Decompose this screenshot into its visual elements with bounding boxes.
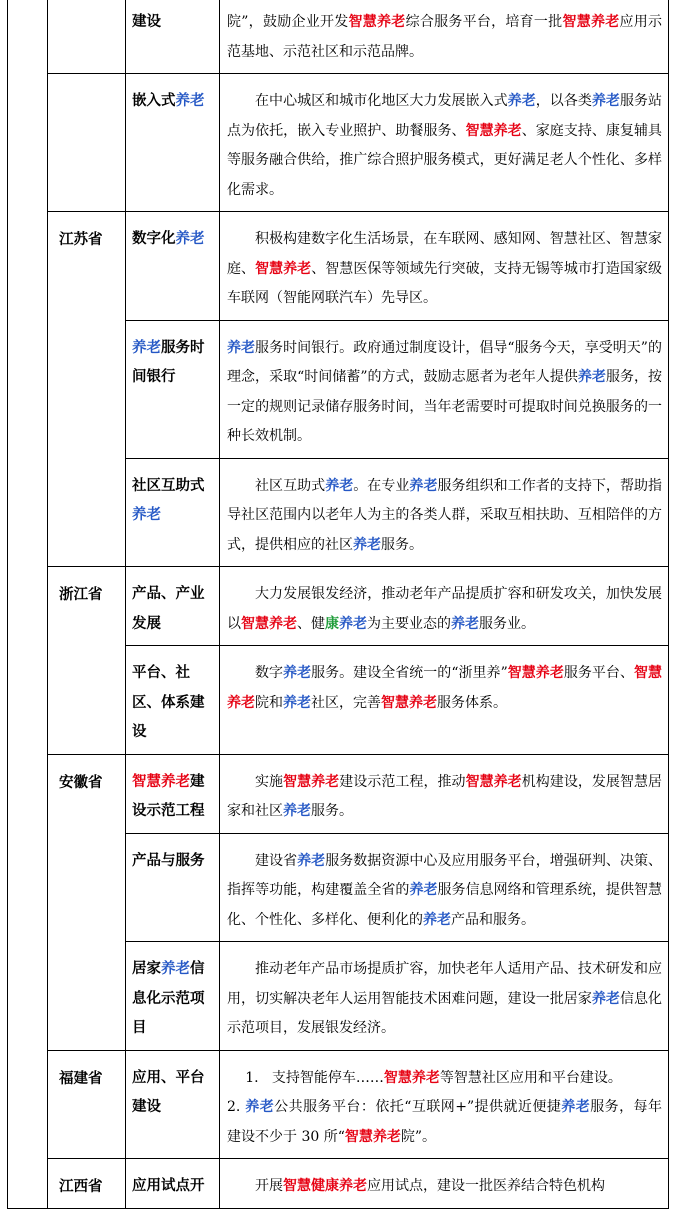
text-run: 应用试点开 (132, 1178, 205, 1194)
description-paragraph (227, 659, 662, 718)
description-text (220, 212, 668, 320)
province-name: 江西省 (59, 1179, 103, 1195)
text-run: 服务体系。 (437, 694, 507, 711)
highlight-blue-text: 养老 (591, 990, 620, 1007)
text-run: 服务时间银行。政府通过制度设计，倡导“服务今天，享受明天”的理念，采取“时间储蓄”的方式，鼓励志愿者为老年人提供 (227, 339, 662, 385)
table-row (8, 1159, 669, 1209)
description-cell (220, 212, 669, 321)
text-run: 、智慧医保等领域先行突破，支持无锡等城市打造国家级车联网（智能网联汽车）先导区。 (227, 260, 663, 306)
highlight-blue-text: 养老 (325, 477, 354, 494)
table-row (8, 1050, 669, 1159)
province-name: 江苏省 (59, 232, 103, 248)
highlight-blue-text: 养老 (339, 615, 367, 632)
feature-cell (126, 942, 220, 1051)
description-text (220, 321, 668, 458)
text-run: 产品、产业发展 (132, 586, 205, 632)
highlight-red-text: 智慧养老 (283, 773, 340, 790)
feature-cell (126, 1159, 220, 1209)
highlight-blue-text: 养老 (175, 231, 205, 247)
text-run: 建设 (132, 14, 161, 30)
feature-title (126, 0, 219, 44)
text-run: 信息化示范项目 (132, 961, 205, 1036)
highlight-red-text: 智慧养老 (381, 694, 437, 711)
text-run: 1. 支持智能停车…… (245, 1069, 384, 1086)
feature-title (126, 834, 219, 883)
highlight-blue-text: 养老 (507, 93, 536, 109)
text-run: 积极构建数字化生活场景，在车联网、感知网、智慧社区、智慧家庭、 (227, 231, 662, 277)
text-run: 大力发展银发经济，推动老年产品提质扩容和研发攻关，加快发展以 (227, 586, 662, 632)
feature-title (126, 212, 219, 261)
highlight-red-text: 智慧养老 (562, 14, 620, 30)
text-run: 服务数据资源中心及应用服务平台，增强研判、决策、指挥等功能，构建覆盖全省的 (227, 852, 663, 898)
text-run: 服务。 (311, 803, 353, 819)
text-run: 社区互助式 (255, 477, 326, 494)
highlight-blue-text: 养老 (409, 477, 438, 494)
highlight-blue-text: 养老 (297, 852, 326, 869)
highlight-blue-text: 养老 (245, 1099, 275, 1115)
highlight-blue-text: 养老 (423, 911, 451, 928)
description-paragraph (227, 1093, 662, 1152)
feature-title (126, 321, 219, 399)
highlight-blue-text: 养老 (591, 93, 620, 109)
description-text (220, 0, 668, 73)
feature-cell (126, 74, 220, 212)
highlight-green-text: 康 (325, 615, 339, 632)
text-run: 建设示范工程 (132, 773, 205, 819)
feature-title (126, 459, 219, 537)
text-run: 产品和服务。 (451, 911, 535, 928)
text-run: 服务。 (381, 536, 423, 553)
text-run: 服务平台、 (563, 665, 634, 681)
text-run: 服务，按一定的规则记录储存服务时间，当年老需要时可提取时间兑换服务的一种长效机制。 (227, 369, 663, 444)
highlight-red-text: 智慧养老 (227, 665, 663, 711)
province-name: 福建省 (59, 1070, 103, 1087)
text-run: 公共服务平台：依托“互联网+”提供就近便捷 (274, 1099, 562, 1115)
highlight-blue-text: 养老 (283, 803, 311, 819)
description-text (220, 834, 668, 942)
text-run: 为主要业态的 (367, 615, 451, 632)
feature-title (126, 74, 219, 123)
table-row (8, 212, 669, 321)
text-run: 产品与服务 (132, 852, 205, 869)
feature-title (126, 1159, 219, 1208)
highlight-blue-text: 养老 (132, 339, 161, 356)
description-paragraph (227, 1172, 662, 1202)
description-text (220, 459, 668, 567)
text-run: 应用示范基地、示范社区和示范品牌。 (227, 14, 663, 60)
text-run: 、健 (297, 615, 325, 632)
left-margin-cell (8, 0, 48, 1208)
table-row (8, 0, 669, 74)
highlight-red-text: 智慧健康养老 (283, 1178, 367, 1194)
text-run: 居家 (132, 961, 161, 977)
description-paragraph (227, 225, 662, 314)
description-paragraph (227, 580, 662, 639)
description-paragraph (227, 955, 662, 1044)
text-run: 服务。建设全省统一的“浙里养” (311, 665, 508, 681)
feature-title (126, 646, 219, 754)
text-run: 应用试点，建设一批医养结合特色机构 (367, 1178, 605, 1194)
text-run: 应用、平台建设 (132, 1069, 205, 1115)
text-run: ，以各类 (535, 93, 592, 109)
province-cell (48, 1159, 126, 1209)
highlight-blue-text: 养老 (161, 961, 190, 977)
highlight-red-text: 智慧养老 (132, 773, 190, 790)
text-run: 服务时间银行 (132, 339, 205, 385)
province-cell (48, 567, 126, 755)
text-run: 社区互助式 (132, 477, 205, 494)
feature-cell (126, 1050, 220, 1159)
feature-cell (126, 833, 220, 942)
text-run: 平台、社区、体系建设 (132, 665, 205, 740)
highlight-red-text: 智慧养老 (383, 1069, 440, 1086)
description-cell (220, 754, 669, 833)
text-run: 综合服务平台，培育一批 (405, 14, 563, 30)
province-cell (48, 754, 126, 1050)
feature-cell (126, 567, 220, 646)
description-text (220, 74, 668, 211)
province-cell (48, 74, 126, 212)
feature-title (126, 567, 219, 645)
policy-table (7, 0, 669, 1209)
description-cell (220, 320, 669, 458)
highlight-red-text: 智慧养老 (348, 14, 406, 30)
highlight-blue-text: 养老 (577, 369, 606, 385)
description-text (220, 1051, 668, 1159)
text-run: 等智慧社区应用和平台建设。 (439, 1069, 622, 1086)
text-run: 服务业。 (479, 615, 535, 632)
highlight-red-text: 智慧养老 (344, 1128, 401, 1145)
description-cell (220, 1050, 669, 1159)
highlight-blue-text: 养老 (283, 694, 311, 711)
description-cell (220, 0, 669, 74)
text-run: 开展 (255, 1178, 283, 1194)
text-run: 2. (227, 1099, 246, 1115)
description-cell (220, 646, 669, 755)
highlight-blue-text: 养老 (353, 536, 381, 553)
highlight-blue-text: 养老 (175, 93, 205, 109)
policy-table-body (8, 0, 669, 1208)
text-run: 院”，鼓励企业开发 (227, 14, 349, 30)
highlight-red-text: 智慧养老 (255, 260, 312, 277)
text-run: 在中心城区和城市化地区大力发展嵌入式 (255, 93, 508, 109)
feature-cell (126, 646, 220, 755)
province-cell (48, 1050, 126, 1159)
text-run: 建设省 (255, 852, 298, 869)
description-text (220, 942, 668, 1050)
highlight-blue-text: 养老 (283, 665, 312, 681)
feature-cell (126, 754, 220, 833)
text-run: 嵌入式 (132, 93, 176, 109)
feature-cell (126, 458, 220, 567)
text-run: 社区，完善 (311, 694, 381, 711)
text-run: 服务组织和工作者的支持下，帮助指导社区范围内以老年人为主的各类人群，采取互相扶助、互相陪伴的方式，提供相应的社区 (227, 477, 663, 553)
text-run: 实施 (255, 773, 284, 790)
feature-title (126, 1051, 219, 1129)
description-text (220, 1159, 668, 1208)
description-text (220, 755, 668, 833)
province-cell (48, 212, 126, 567)
feature-cell (126, 0, 220, 74)
description-paragraph (227, 8, 662, 67)
description-cell (220, 1159, 669, 1209)
highlight-red-text: 智慧养老 (465, 122, 522, 139)
feature-title (126, 755, 219, 833)
highlight-blue-text: 养老 (451, 615, 479, 632)
description-paragraph (227, 87, 662, 205)
text-run: 建设示范工程，推动 (339, 773, 466, 790)
highlight-red-text: 智慧养老 (241, 615, 297, 632)
description-paragraph (227, 847, 662, 936)
province-name: 浙江省 (59, 587, 103, 603)
text-run: 机构建设，发展智慧居家和社区 (227, 773, 663, 819)
province-cell (48, 0, 126, 74)
description-text (220, 567, 668, 645)
province-name: 安徽省 (59, 774, 103, 791)
description-cell (220, 567, 669, 646)
text-run: 服务站点为依托，嵌入专业照护、助餐服务、 (227, 93, 663, 139)
text-run: 数字化 (132, 231, 176, 247)
text-run: 信息化示范项目，发展银发经济。 (227, 990, 663, 1036)
description-text (220, 646, 668, 724)
table-row (8, 567, 669, 646)
text-run: 、家庭支持、康复辅具等服务融合供给，推广综合照护服务模式，更好满足老人个性化、多样化需求。 (227, 122, 663, 198)
description-cell (220, 74, 669, 212)
description-cell (220, 942, 669, 1051)
feature-cell (126, 320, 220, 458)
highlight-blue-text: 养老 (132, 507, 161, 523)
table-row (8, 754, 669, 833)
highlight-red-text: 智慧养老 (465, 773, 522, 790)
province-name (48, 0, 125, 9)
description-cell (220, 833, 669, 942)
description-cell (220, 458, 669, 567)
text-run: 服务，每年建设不少于 30 所“ (227, 1099, 662, 1145)
highlight-red-text: 智慧养老 (507, 665, 564, 681)
description-paragraph (227, 334, 662, 452)
feature-title (126, 942, 219, 1050)
text-run: 院和 (255, 694, 283, 711)
description-paragraph (227, 768, 662, 827)
province-name (48, 74, 125, 88)
feature-cell (126, 212, 220, 321)
description-paragraph (227, 1064, 662, 1094)
text-run: 。在专业 (353, 477, 410, 494)
text-run: 数字 (255, 665, 284, 681)
table-row (8, 74, 669, 212)
text-run: 院”。 (400, 1128, 437, 1145)
text-run: 服务信息网络和管理系统，提供智慧化、个性化、多样化、便利化的 (227, 882, 663, 928)
text-run: 推动老年产品市场提质扩容，加快老年人适用产品、技术研发和应用，切实解决老年人运用智能技术困难问题，建设一批居家 (227, 961, 662, 1007)
highlight-blue-text: 养老 (227, 339, 256, 356)
description-paragraph (227, 472, 662, 561)
highlight-blue-text: 养老 (561, 1099, 591, 1115)
highlight-blue-text: 养老 (409, 882, 438, 898)
